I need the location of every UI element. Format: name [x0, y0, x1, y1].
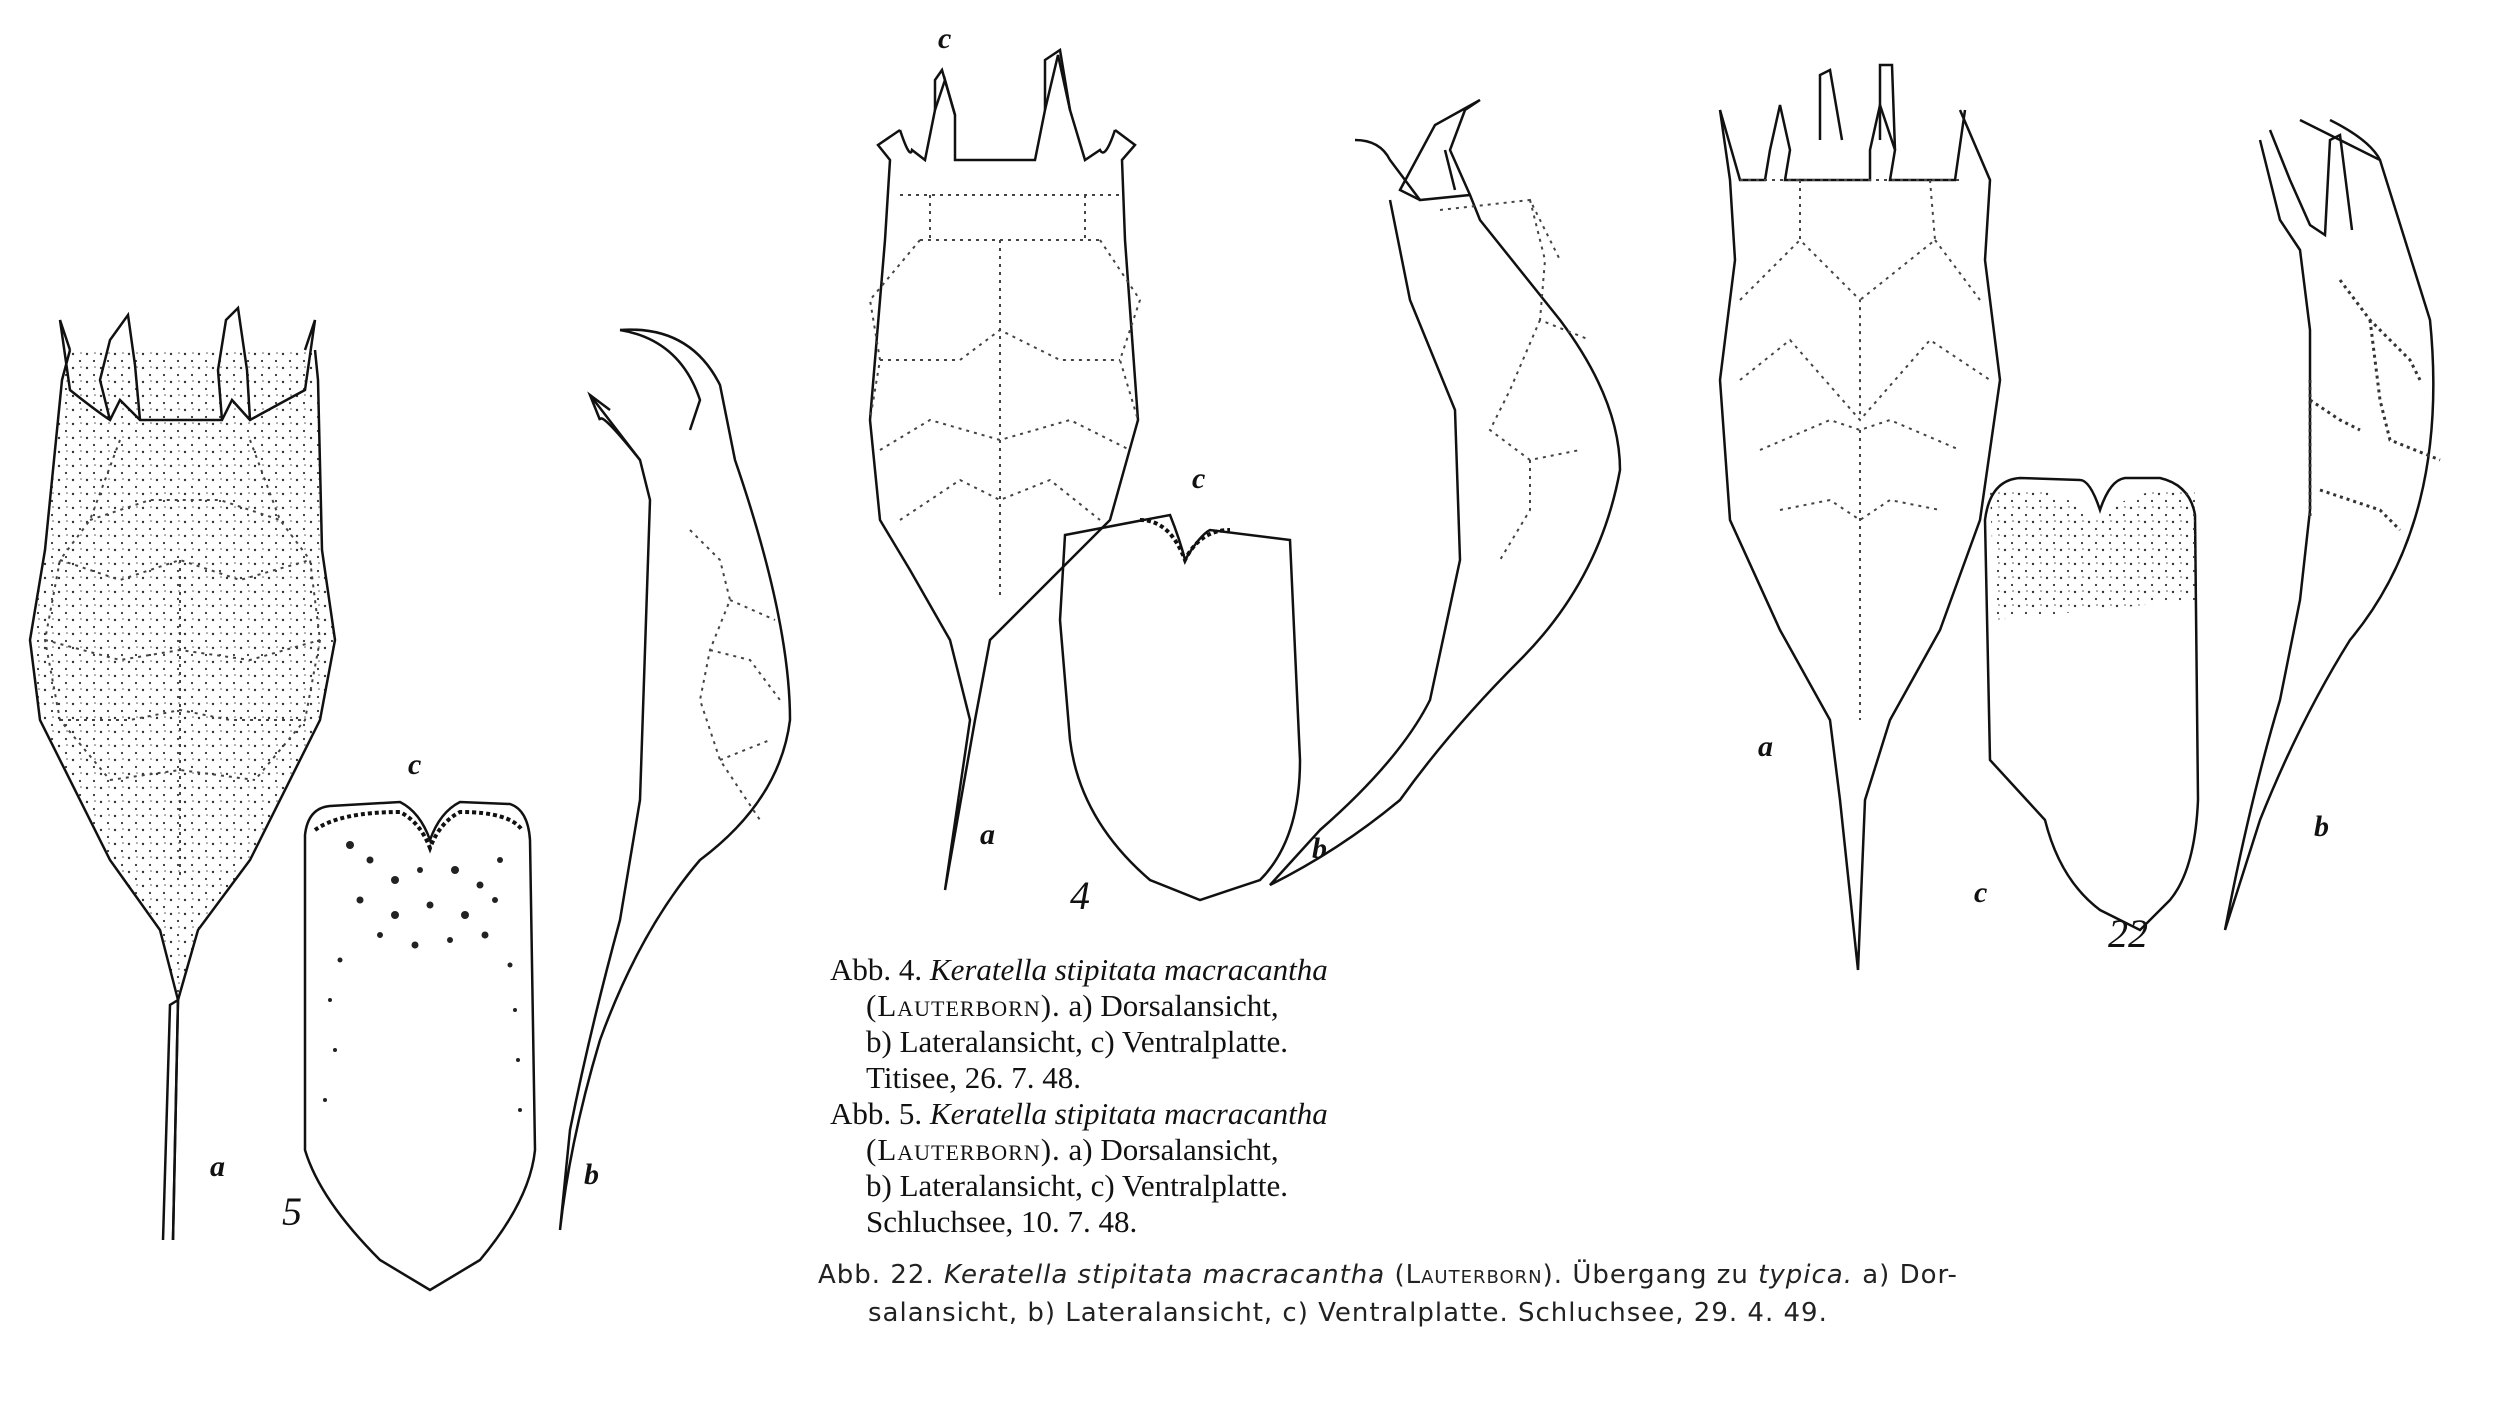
fig4-dorsal-view: [870, 50, 1140, 890]
fig5-ventral-plate: [305, 802, 535, 1290]
fig5-label-a: a: [210, 1150, 225, 1183]
fig4-lateral-view: [1270, 100, 1620, 885]
caption-abb4-abb5: [830, 952, 1328, 1240]
caption-abb4: Abb. 4. Keratella stipitata macracantha (Lauterborn). a) Dorsalansicht, b) Lateralansicht, c) Ventralplatte. Titisee, 26. 7. 48.: [830, 952, 1328, 1095]
fig22-label-b: b: [2314, 810, 2329, 843]
fig5-label-c: c: [408, 748, 422, 781]
caption-abb22: Abb. 22. Keratella stipitata macracantha (Lauterborn). Übergang zu typica. a) Dor- salansicht, b) Lateralansicht, c) Ventralplatte. Schluchsee, 29. 4. 49.: [818, 1260, 1958, 1328]
fig5-label-b: b: [584, 1158, 599, 1191]
fig4-label-a: a: [980, 818, 995, 851]
fig22-lateral-view: [2225, 120, 2440, 930]
fig22-number: 22: [2108, 911, 2148, 956]
fig22-ventral-plate: [1985, 478, 2198, 930]
fig5-number: 5: [282, 1189, 302, 1234]
fig4-number: 4: [1070, 873, 1090, 918]
fig5-dorsal-view: [30, 308, 335, 1240]
fig22-label-a: a: [1758, 730, 1773, 763]
fig22-label-c: c: [1974, 876, 1988, 909]
fig4-ventral-plate: [1060, 515, 1300, 900]
fig4-label-c-top: c: [938, 22, 952, 55]
fig22-dorsal-view: [1720, 65, 2000, 970]
caption-abb5: Abb. 5. Keratella stipitata macracantha (Lauterborn). a) Dorsalansicht, b) Lateralansicht, c) Ventralplatte. Schluchsee, 10. 7. 48.: [830, 1096, 1328, 1239]
fig5-lateral-view: [560, 330, 790, 1230]
fig4-label-b: b: [1312, 832, 1327, 865]
fig4-label-c-plate: c: [1192, 462, 1206, 495]
